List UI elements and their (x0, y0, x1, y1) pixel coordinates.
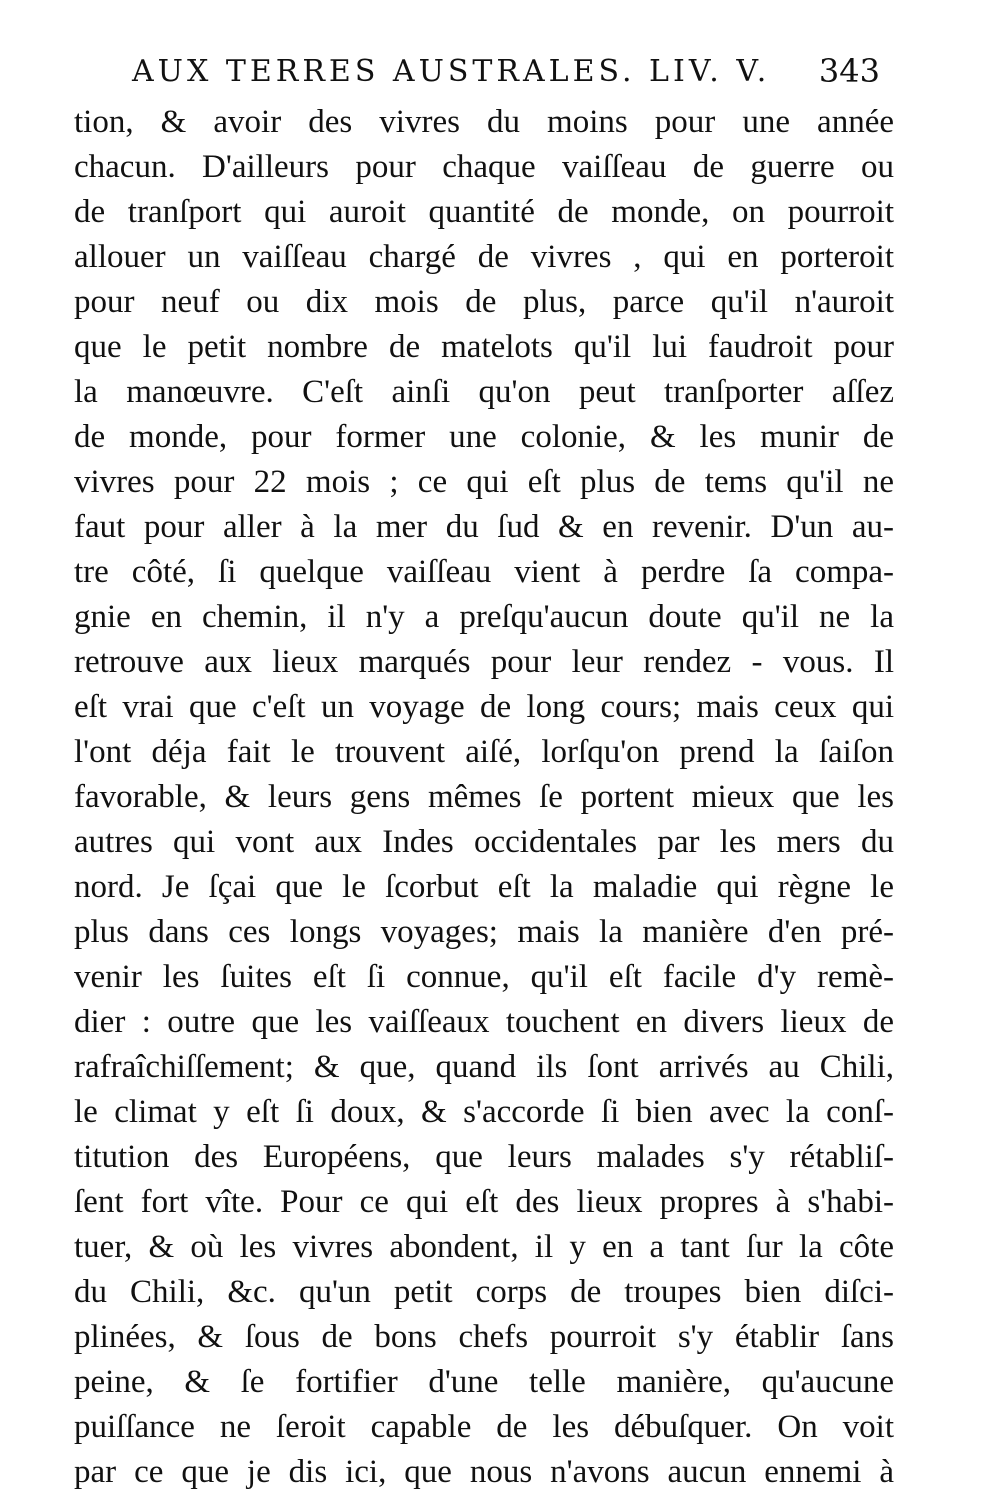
text-line: ſent fort vîte. Pour ce qui eſt des lieux propres à s'habi- (74, 1184, 894, 1220)
text-line: venir les ſuites eſt ſi connue, qu'il eſt facile d'y remè- (74, 959, 894, 995)
text-line: l'ont déja fait le trouvent aiſé, lorſqu'on prend la ſaiſon (74, 734, 894, 770)
text-line: eſt vrai que c'eſt un voyage de long cours; mais ceux qui (74, 689, 894, 725)
text-line: retrouve aux lieux marqués pour leur rendez - vous. Il (74, 644, 894, 680)
text-line: de tranſport qui auroit quantité de monde, on pourroit (74, 194, 894, 230)
text-line: gnie en chemin, il n'y a preſqu'aucun doute qu'il ne la (74, 599, 894, 635)
text-line: tre côté, ſi quelque vaiſſeau vient à perdre ſa compa- (74, 554, 894, 590)
text-line: nord. Je ſçai que le ſcorbut eſt la maladie qui règne le (74, 869, 894, 905)
text-line: tion, & avoir des vivres du moins pour une année (74, 104, 894, 140)
page-number: 343 (818, 52, 880, 90)
text-line: titution des Européens, que leurs malades s'y rétabliſ- (74, 1139, 894, 1175)
text-line: peine, & ſe fortifier d'une telle manière, qu'aucune (74, 1364, 894, 1400)
text-line: puiſſance ne ſeroit capable de les débuſquer. On voit (74, 1409, 894, 1445)
text-line: plus dans ces longs voyages; mais la manière d'en pré- (74, 914, 894, 950)
text-line: autres qui vont aux Indes occidentales par les mers du (74, 824, 894, 860)
text-line: plinées, & ſous de bons chefs pourroit s'y établir ſans (74, 1319, 894, 1355)
text-line: chacun. D'ailleurs pour chaque vaiſſeau de guerre ou (74, 149, 894, 185)
text-line: allouer un vaiſſeau chargé de vivres , qui en porteroit (74, 239, 894, 275)
text-line: le climat y eſt ſi doux, & s'accorde ſi bien avec la conſ- (74, 1094, 894, 1130)
text-line: pour neuf ou dix mois de plus, parce qu'il n'auroit (74, 284, 894, 320)
text-line: vivres pour 22 mois ; ce qui eſt plus de tems qu'il ne (74, 464, 894, 500)
text-line: de monde, pour former une colonie, & les munir de (74, 419, 894, 455)
text-line: tuer, & où les vivres abondent, il y en a tant ſur la côte (74, 1229, 894, 1265)
text-line: que le petit nombre de matelots qu'il lui faudroit pour (74, 329, 894, 365)
body-text (74, 100, 894, 1495)
text-line: dier : outre que les vaiſſeaux touchent en divers lieux de (74, 1004, 894, 1040)
running-head-title: AUX TERRES AUSTRALES. LIV. V. (132, 54, 771, 89)
text-line: faut pour aller à la mer du ſud & en revenir. D'un au- (74, 509, 894, 545)
text-line: rafraîchiſſement; & que, quand ils ſont arrivés au Chili, (74, 1049, 894, 1085)
text-line: favorable, & leurs gens mêmes ſe portent mieux que les (74, 779, 894, 815)
running-head (120, 48, 880, 94)
text-line: la manœuvre. C'eſt ainſi qu'on peut tranſporter aſſez (74, 374, 894, 410)
text-line: par ce que je dis ici, que nous n'avons aucun ennemi à (74, 1454, 894, 1490)
text-line: du Chili, &c. qu'un petit corps de troupes bien diſci- (74, 1274, 894, 1310)
